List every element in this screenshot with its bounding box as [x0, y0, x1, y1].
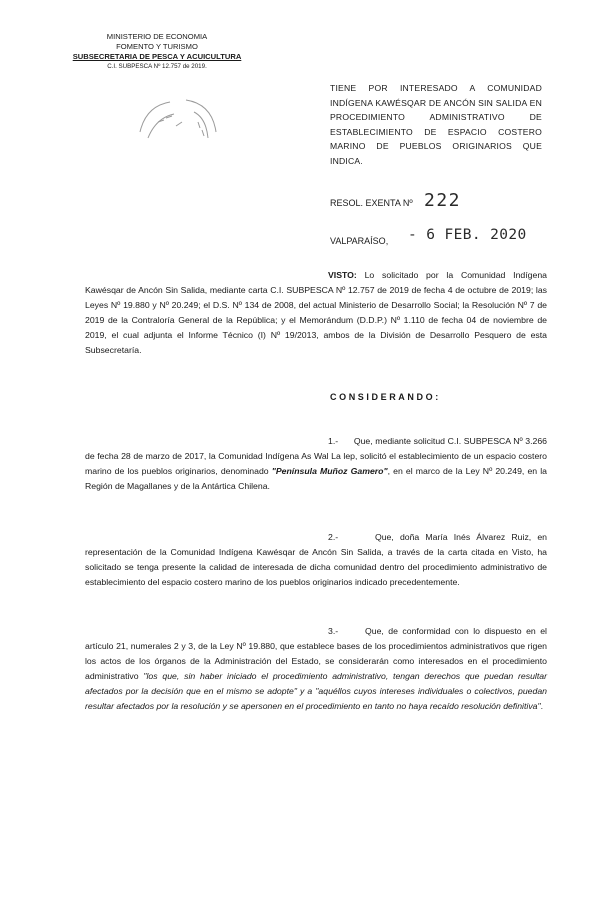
- letterhead: [62, 32, 252, 72]
- visto-paragraph: [85, 268, 547, 358]
- resolution-number-line: [330, 190, 560, 214]
- item-number: 1.-: [328, 436, 339, 446]
- item-text: Que, doña María Inés Álvarez Ruiz, en representación de la Comunidad Indígena Kawésqar de Ancón Sin Salida, a través de la carta citada en Visto, ha solicitado se tenga presente la calidad de interesada de dicha comunidad dentro del procedimiento administrativo de establecimiento del espacio costero marino de los pueblos originarios indicado precedentemente.: [85, 532, 547, 587]
- date-stamp: - 6 FEB. 2020: [408, 227, 527, 243]
- legal-quote: "los que, sin haber iniciado el procedimiento administrativo, tengan derechos que puedan resultar afectados por la decisión que en el mismo se adopte" y a "aquéllos cuyos intereses individuales o colectivos, puedan resultar afectados por la resolución y se apersonen en el procedimiento en tanto no haya recaído resolución definitiva": [85, 671, 547, 711]
- resolution-label: RESOL. EXENTA Nº: [330, 198, 413, 208]
- reference-number: C.I. SUBPESCA Nº 12.757 de 2019.: [107, 63, 207, 70]
- ecmpo-name: "Península Muñoz Gamero": [271, 466, 388, 476]
- date-line: [330, 224, 560, 250]
- resolution-number: 222: [424, 190, 462, 211]
- considerando-item-1: [85, 434, 547, 494]
- item-text: Que, de conformidad con lo dispuesto en el artículo 21, numerales 2 y 3, de la Ley Nº 19.880, que establece bases de los procedimientos administrativos que rigen los actos de los órganos de la Administración del Estado, se considerarán como interesados en el procedimiento administrativo: [85, 626, 547, 681]
- item-number: 2.-: [328, 532, 339, 542]
- considerando-item-3: [85, 624, 547, 714]
- visto-text: Lo solicitado por la Comunidad Indígena Kawésqar de Ancón Sin Salida, mediante carta C.I. SUBPESCA Nº 12.757 de 2019 de fecha 4 de octubre de 2019; las Leyes Nº 19.880 y Nº 20.249; el D.S. Nº 134 de 2008, del actual Ministerio de Desarrollo Social; la Resolución Nº 7 de 2019 de la Contraloría General de la República; y el Memorándum (D.D.P.) Nº 1.110 de fecha 04 de noviembre de 2019, el cual adjunta el Informe Técnico (I) Nº 19/2013, ambos de la División de Desarrollo Pesquero de esta Subsecretaría.: [85, 270, 547, 355]
- item-text-continued: , en el marco de la Ley Nº 20.249, en la Región de Magallanes y de la Antártica Chilena.: [85, 466, 547, 491]
- subsecretaria-name: SUBSECRETARIA DE PESCA Y ACUICULTURA: [72, 52, 242, 61]
- city-name: VALPARAÍSO,: [330, 236, 389, 246]
- considerando-heading: CONSIDERANDO:: [330, 392, 441, 402]
- item-number: 3.-: [328, 626, 339, 636]
- official-stamp: [134, 92, 222, 148]
- ministry-name-continued: FOMENTO Y TURISMO: [116, 42, 198, 51]
- considerando-item-2: [85, 530, 547, 590]
- resolution-subject: TIENE POR INTERESADO A COMUNIDAD INDÍGENA KAWÉSQAR DE ANCÓN SIN SALIDA EN PROCEDIMIENTO ADMINISTRATIVO DE ESTABLECIMIENTO DE ESPACIO COSTERO MARINO DE PUEBLOS ORIGINARIOS QUE INDICA.: [330, 83, 542, 166]
- item-text-continued: .: [540, 701, 544, 711]
- ministry-name: MINISTERIO DE ECONOMIA: [106, 32, 208, 41]
- item-text: Que, mediante solicitud C.I. SUBPESCA Nº 3.266 de fecha 28 de marzo de 2017, la Comunidad Indígena As Wal La lep, solicitó el establecimiento de un espacio costero marino de los pueblos originarios, denominado: [85, 436, 548, 476]
- visto-label: VISTO:: [328, 270, 357, 280]
